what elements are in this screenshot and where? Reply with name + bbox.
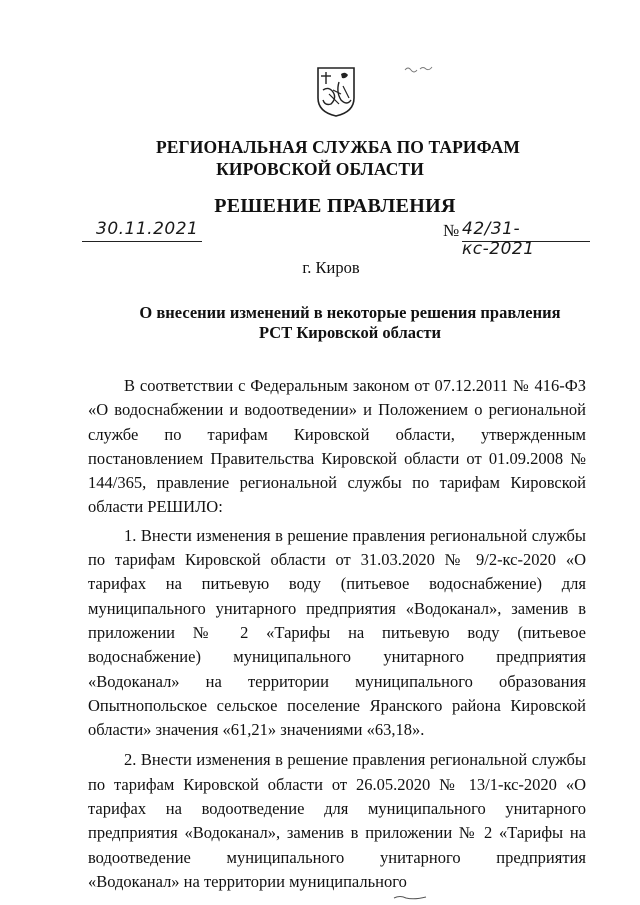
footer-mark-icon: [392, 894, 432, 900]
item-1-paragraph: 1. Внести изменения в решение правления региональной службы по тарифам Кировской области от 31.03.2020 № 9/2-кс-2020 «О тарифах на питьевую воду (питьевое водоснабжение) для муниципального унитарного предприятия «Водоканал», заменив в приложении № 2 «Тарифы на питьевую воду (питьевое водоснабжение) муниципального унитарного предприятия «Водоканал» на территории муниципального образования Опытнопольское сельское поселение Яранского района Кировской области» значения «61,21» значениями «63,18».: [88, 525, 586, 740]
subject-line-2: РСТ Кировской области: [259, 323, 441, 342]
handwritten-date: 30.11.2021: [96, 219, 199, 239]
handwritten-number: 42/31-кс-2021: [462, 219, 535, 259]
document-body: [88, 374, 586, 894]
subject-line-1: О внесении изменений в некоторые решения правления: [139, 303, 561, 322]
date-field: [82, 219, 202, 242]
number-field: [462, 219, 590, 259]
document-type-title: РЕШЕНИЕ ПРАВЛЕНИЯ: [214, 195, 456, 217]
city: г. Киров: [302, 258, 360, 277]
handwritten-mark-icon: [404, 64, 434, 74]
organization-name-line-1: РЕГИОНАЛЬНАЯ СЛУЖБА ПО ТАРИФАМ: [155, 137, 520, 157]
organization-name-line-2: КИРОВСКОЙ ОБЛАСТИ: [216, 159, 424, 179]
item-2-paragraph: 2. Внести изменения в решение правления региональной службы по тарифам Кировской области от 26.05.2020 № 13/1-кс-2020 «О тарифах на водоотведение для муниципального унитарного предприятия «Водоканал», заменив в приложении № 2 «Тарифы на водоотведение муниципального унитарного предприятия «Водоканал» на территории муниципального: [88, 750, 586, 891]
intro-paragraph: В соответствии с Федеральным законом от 07.12.2011 № 416-ФЗ «О водоснабжении и водоотведении» и Положением о региональной службе по тарифам Кировской области, утвержденным постановлением Правительства Кировской области от 01.09.2008 № 144/365, правление региональной службы по тарифам Кировской области РЕШИЛО:: [88, 376, 586, 517]
kirov-oblast-coat-of-arms-icon: [315, 64, 357, 118]
number-label: №: [443, 221, 460, 240]
